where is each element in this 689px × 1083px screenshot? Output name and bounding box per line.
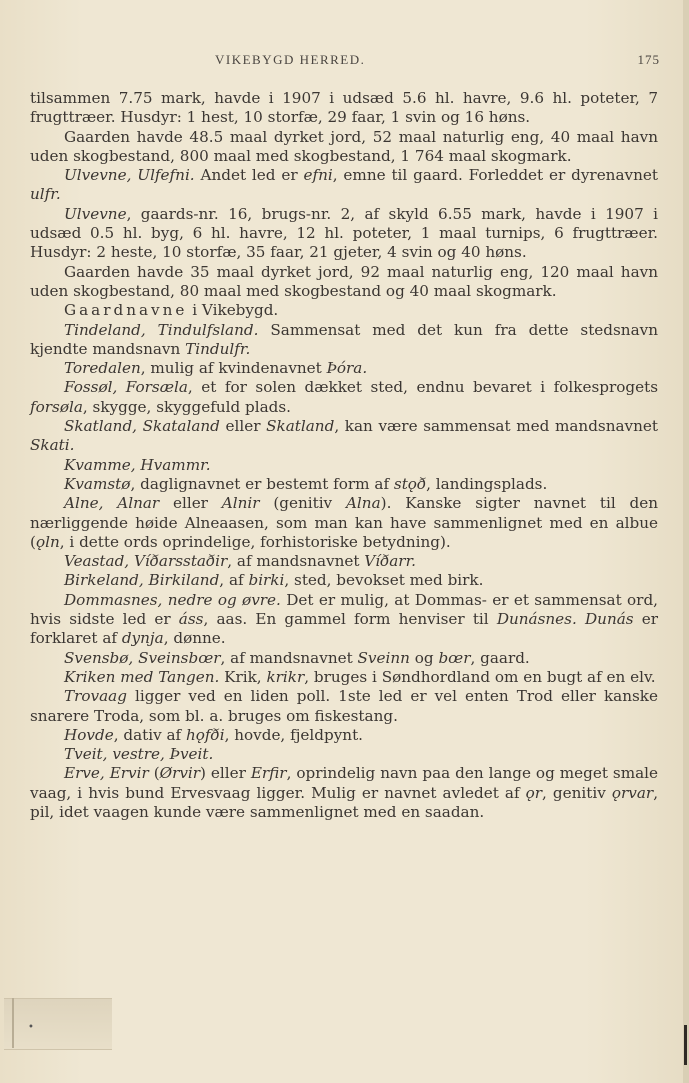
page-edge — [683, 0, 689, 1083]
paragraph: Gaardnavne i Vikebygd. — [64, 301, 279, 320]
paragraph: Svensbø, Sveinsbœr, af mandsnavnet Sveinn og bœr, gaard. — [64, 648, 530, 667]
page-body — [30, 89, 658, 822]
margin-dot-icon: • — [28, 1022, 34, 1033]
paragraph: Veastad, Víðarsstaðir, af mandsnavnet Víðarr. — [64, 552, 416, 571]
paragraph: Ulvevne, Ulfefni. Andet led er efni, emne til gaard. Forleddet er dyrenavnet ulfr. — [30, 166, 658, 204]
margin-rule — [12, 998, 14, 1048]
paragraph: Tindeland, Tindulfsland. Sammensat med det kun fra dette stedsnavn kjendte mandsnavn Tindulfr. — [30, 320, 658, 358]
page-number: 175 — [637, 52, 660, 67]
paragraph: Fossøl, Forsæla, et for solen dækket sted, endnu bevaret i folkesprogets forsøla, skygge, skyggefuld plads. — [30, 378, 658, 416]
paragraph: Tveit, vestre, Þveit. — [64, 745, 214, 764]
binding-margin — [0, 990, 120, 1060]
paragraph: tilsammen 7.75 mark, havde i 1907 i udsæd 5.6 hl. havre, 9.6 hl. poteter, 7 frugttræer. Husdyr: 1 hest, 10 storfæ, 29 faar, 1 svin og 16 høns. — [30, 89, 658, 127]
paragraph: Erve, Ervir (Ørvir) eller Erfir, oprindelig navn paa den lange og meget smale vaag, i hvis bund Ervesvaag ligger. Mulig er navnet avledet af ǫr, genitiv ǫrvar, pil, idet vaagen kunde være sammenlignet med en saadan. — [30, 764, 659, 821]
paragraph: Kvamstø, daglignavnet er bestemt form af stǫð, landingsplads. — [64, 474, 548, 493]
paragraph: Kvamme, Hvammr. — [64, 455, 211, 474]
running-header — [30, 52, 660, 72]
paragraph: Hovde, dativ af hǫfði, hovde, fjeldpynt. — [64, 725, 364, 744]
paragraph: Dommasnes, nedre og øvre. Det er mulig, at Dommas- er et sammensat ord, hvis sidste led er áss, aas. En gammel form henviser til Dunásnes. Dunás er forklaret af dynja, dønne. — [30, 590, 659, 648]
margin-tab — [4, 998, 112, 1050]
paragraph: Kriken med Tangen. Krik, krikr, bruges i Søndhordland om en bugt af en elv. — [64, 667, 656, 686]
paragraph: Trovaag ligger ved en liden poll. 1ste led er vel enten Trod eller kanske snarere Troda, som bl. a. bruges om fiskestang. — [30, 687, 658, 725]
paragraph: Gaarden havde 35 maal dyrket jord, 92 maal naturlig eng, 120 maal havn uden skogbestand, 80 maal med skogbestand og 40 maal skogmark. — [30, 262, 658, 300]
paragraph: Toredalen, mulig af kvindenavnet Þóra. — [64, 359, 368, 378]
paragraph: Birkeland, Birkiland, af birki, sted, bevokset med birk. — [64, 571, 484, 590]
edge-mark — [684, 1025, 687, 1065]
paragraph: Ulvevne, gaards-nr. 16, brugs-nr. 2, af skyld 6.55 mark, havde i 1907 i udsæd 0.5 hl. byg, 6 hl. havre, 12 hl. poteter, 1 maal turnips, 6 frugttræer. Husdyr: 2 heste, 10 storfæ, 35 faar, 21 gjeter, 4 svin og 40 høns. — [30, 204, 658, 262]
paragraph: Gaarden havde 48.5 maal dyrket jord, 52 maal naturlig eng, 40 maal havn uden skogbestand, 800 maal med skogbestand, 1 764 maal skogmark. — [30, 127, 658, 165]
header-title: VIKEBYGD HERRED. — [215, 52, 366, 67]
paragraph: Skatland, Skataland eller Skatland, kan være sammensat med mandsnavnet Skati. — [30, 417, 658, 455]
paragraph: Alne, Alnar eller Alnir (genitiv Alna). Kanske sigter navnet til den nærliggende høide Alneaasen, som man kan have sammenlignet med en albue (ǫln, i dette ords oprindelige, forhistoriske betydning). — [30, 494, 658, 551]
